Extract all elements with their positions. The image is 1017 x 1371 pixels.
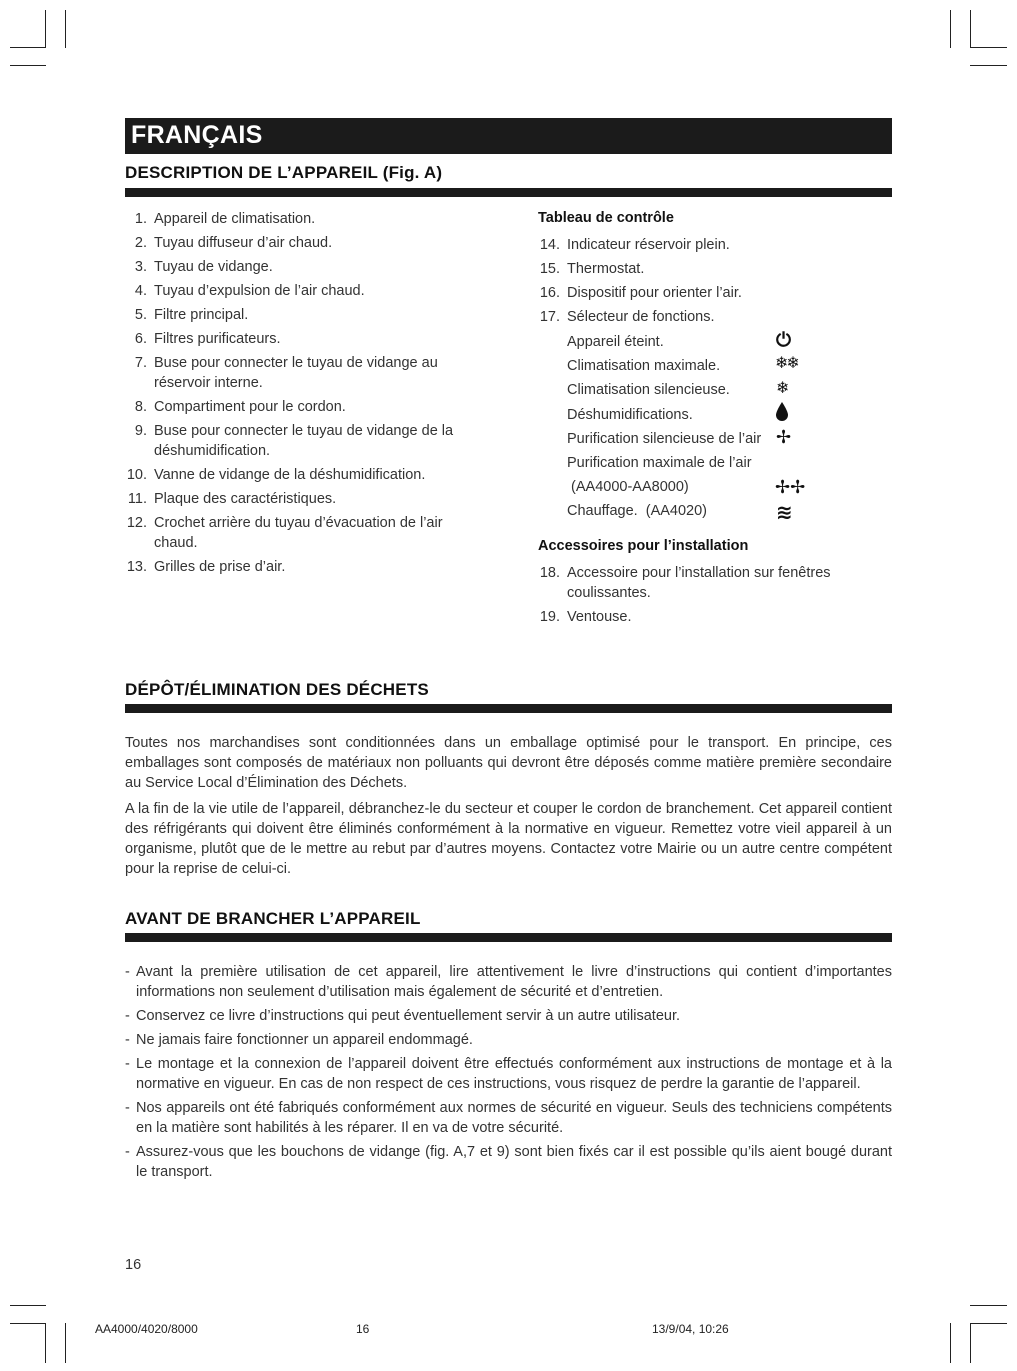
list-item bbox=[125, 397, 480, 417]
function-silent-cool-label: Climatisation silencieuse. bbox=[567, 382, 730, 398]
list-item bbox=[538, 563, 858, 603]
item-text: Vanne de vidange de la déshumidification. bbox=[154, 467, 426, 483]
item-number: 1. bbox=[134, 211, 147, 227]
section-rule bbox=[125, 933, 892, 942]
item-number: 16. bbox=[539, 285, 560, 301]
list-item bbox=[125, 329, 480, 349]
item-number: 14. bbox=[539, 237, 560, 253]
crop-mark bbox=[970, 1305, 1007, 1306]
crop-mark bbox=[970, 10, 971, 48]
list-item bbox=[538, 607, 858, 627]
slug-model: AA4000/4020/8000 bbox=[95, 1322, 198, 1336]
section-rule bbox=[125, 704, 892, 713]
item-text: Tuyau diffuseur d’air chaud. bbox=[154, 235, 333, 251]
item-number: 12. bbox=[126, 515, 147, 531]
water-drop-icon bbox=[776, 402, 788, 427]
crop-mark bbox=[970, 47, 1007, 48]
section-title-before-connecting: AVANT DE BRANCHER L’APPAREIL bbox=[125, 909, 421, 928]
function-dehum-label: Déshumidifications. bbox=[567, 407, 693, 423]
crop-mark bbox=[970, 1323, 971, 1363]
list-item bbox=[125, 281, 480, 301]
crop-mark bbox=[65, 10, 66, 48]
safety-item: - Assurez-vous que les bouchons de vidange (fig. A,7 et 9) sont bien fixés car il est possible qu’ils aient bougé durant le transport. bbox=[125, 1142, 892, 1182]
list-item bbox=[538, 307, 858, 327]
accessories-title: Accessoires pour l’installation bbox=[538, 538, 749, 554]
item-text: Accessoire pour l’installation sur fenêtres coulissantes. bbox=[567, 565, 831, 601]
function-off-label: Appareil éteint. bbox=[567, 334, 664, 350]
list-item bbox=[538, 283, 858, 303]
item-text: Tuyau d’expulsion de l’air chaud. bbox=[154, 283, 365, 299]
item-number: 10. bbox=[126, 467, 147, 483]
crop-mark bbox=[970, 1323, 1007, 1324]
safety-item: - Ne jamais faire fonctionner un appareil endommagé. bbox=[125, 1030, 892, 1050]
section-title-description: DESCRIPTION DE L’APPAREIL (Fig. A) bbox=[125, 163, 443, 182]
safety-list bbox=[125, 962, 892, 1186]
list-item bbox=[538, 235, 858, 255]
list-item bbox=[125, 233, 480, 253]
item-number: 3. bbox=[134, 259, 147, 275]
item-text: Ventouse. bbox=[567, 609, 632, 625]
item-number: 2. bbox=[134, 235, 147, 251]
list-item bbox=[125, 257, 480, 277]
crop-mark bbox=[10, 65, 46, 66]
item-number: 17. bbox=[539, 309, 560, 325]
item-text: Filtre principal. bbox=[154, 307, 249, 323]
function-silent-purif-label: Purification silencieuse de l’air bbox=[567, 431, 762, 447]
section-title-disposal: DÉPÔT/ÉLIMINATION DES DÉCHETS bbox=[125, 680, 429, 699]
function-max-purif-models: (AA4000-AA8000) bbox=[567, 479, 689, 495]
item-text: Thermostat. bbox=[567, 261, 645, 277]
safety-item: - Avant la première utilisation de cet appareil, lire attentivement le livre d’instructions qui contient d’importantes informations non seulement d’utilisation mais également de sécurité et d’entretien. bbox=[125, 962, 892, 1002]
item-number: 8. bbox=[134, 399, 147, 415]
safety-item: - Nos appareils ont été fabriqués conformément aux normes de sécurité en vigueur. Seuls des techniciens compétents en la matière sont habilités à les réparer. Il en va de votre sécurité. bbox=[125, 1098, 892, 1138]
list-item bbox=[125, 513, 480, 553]
section-rule bbox=[125, 188, 892, 197]
item-text: Compartiment pour le cordon. bbox=[154, 399, 346, 415]
item-text: Grilles de prise d’air. bbox=[154, 559, 286, 575]
item-text: Filtres purificateurs. bbox=[154, 331, 281, 347]
crop-mark bbox=[65, 1323, 66, 1363]
list-item bbox=[538, 259, 858, 279]
item-number: 6. bbox=[134, 331, 147, 347]
slug-date: 13/9/04, 10:26 bbox=[652, 1322, 729, 1336]
item-number: 4. bbox=[134, 283, 147, 299]
language-title: FRANÇAIS bbox=[131, 121, 263, 149]
snowflake-icon: ❄ bbox=[776, 380, 790, 397]
item-text: Tuyau de vidange. bbox=[154, 259, 273, 275]
item-text: Buse pour connecter le tuyau de vidange au réservoir interne. bbox=[154, 355, 438, 391]
double-fan-icon: ✢✢ bbox=[775, 477, 806, 497]
function-max-purif-label: Purification maximale de l’air bbox=[567, 455, 752, 471]
item-text: Dispositif pour orienter l’air. bbox=[567, 285, 742, 301]
heat-waves-icon: ≋ bbox=[776, 502, 793, 524]
crop-mark bbox=[10, 47, 46, 48]
function-max-cool-label: Climatisation maximale. bbox=[567, 358, 721, 374]
crop-mark bbox=[10, 1305, 46, 1306]
safety-item: - Le montage et la connexion de l’appareil doivent être effectués conformément aux instructions de montage et à la normative en vigueur. En cas de non respect de ces instructions, vous risquez de perdre la garantie de l’appareil. bbox=[125, 1054, 892, 1094]
disposal-paragraph-2: A la fin de la vie utile de l’appareil, débranchez-le du secteur et couper le cordon de branchement. Cet appareil contient des réfrigérants qui doivent être éliminés conformément à la normative en vigueur. Remettez votre vieil appareil à un organisme, plutôt que de le mettre au rebut par d’autres moyens. Contactez votre Mairie ou un autre centre compétent pour la reprise de celui-ci. bbox=[125, 801, 892, 877]
item-text: Crochet arrière du tuyau d’évacuation de l’air chaud. bbox=[154, 515, 443, 551]
item-number: 9. bbox=[134, 423, 147, 439]
item-number: 5. bbox=[134, 307, 147, 323]
list-item bbox=[125, 305, 480, 325]
crop-mark bbox=[45, 1323, 46, 1363]
slug-page: 16 bbox=[356, 1322, 370, 1336]
item-number: 13. bbox=[126, 559, 147, 575]
page-number: 16 bbox=[125, 1257, 142, 1273]
item-text: Buse pour connecter le tuyau de vidange de la déshumidification. bbox=[154, 423, 454, 459]
fan-icon: ✢ bbox=[776, 427, 792, 447]
accessories-list bbox=[538, 563, 858, 631]
item-number: 15. bbox=[539, 261, 560, 277]
power-icon: ⏻ bbox=[776, 330, 792, 351]
list-item bbox=[125, 421, 480, 461]
list-item bbox=[125, 557, 480, 577]
control-panel-title: Tableau de contrôle bbox=[538, 210, 674, 226]
item-number: 7. bbox=[134, 355, 147, 371]
crop-mark bbox=[950, 1323, 951, 1363]
disposal-paragraph-1: Toutes nos marchandises sont conditionnées dans un emballage optimisé pour le transport. En principe, ces emballages sont composés de matériaux non polluants qui devront être déposés comme matière première secondaire au Service Local d’Élimination des Déchets. bbox=[125, 735, 892, 791]
item-text: Appareil de climatisation. bbox=[154, 211, 316, 227]
item-text: Plaque des caractéristiques. bbox=[154, 491, 337, 507]
item-number: 18. bbox=[539, 565, 560, 581]
list-item bbox=[125, 489, 480, 509]
language-header-bar bbox=[125, 118, 892, 154]
item-text: Indicateur réservoir plein. bbox=[567, 237, 730, 253]
item-number: 19. bbox=[539, 609, 560, 625]
crop-mark bbox=[45, 10, 46, 48]
crop-mark bbox=[950, 10, 951, 48]
item-number: 11. bbox=[127, 491, 147, 507]
crop-mark bbox=[10, 1323, 46, 1324]
control-list bbox=[538, 235, 858, 331]
parts-list bbox=[125, 209, 480, 581]
function-heating-label: Chauffage. (AA4020) bbox=[567, 503, 707, 519]
double-snowflake-icon: ❄❄ bbox=[775, 355, 798, 372]
crop-mark bbox=[970, 65, 1007, 66]
item-text: Sélecteur de fonctions. bbox=[567, 309, 715, 325]
list-item bbox=[125, 353, 480, 393]
safety-item: - Conservez ce livre d’instructions qui peut éventuellement servir à un autre utilisateur. bbox=[125, 1006, 892, 1026]
list-item bbox=[125, 465, 480, 485]
list-item bbox=[125, 209, 480, 229]
